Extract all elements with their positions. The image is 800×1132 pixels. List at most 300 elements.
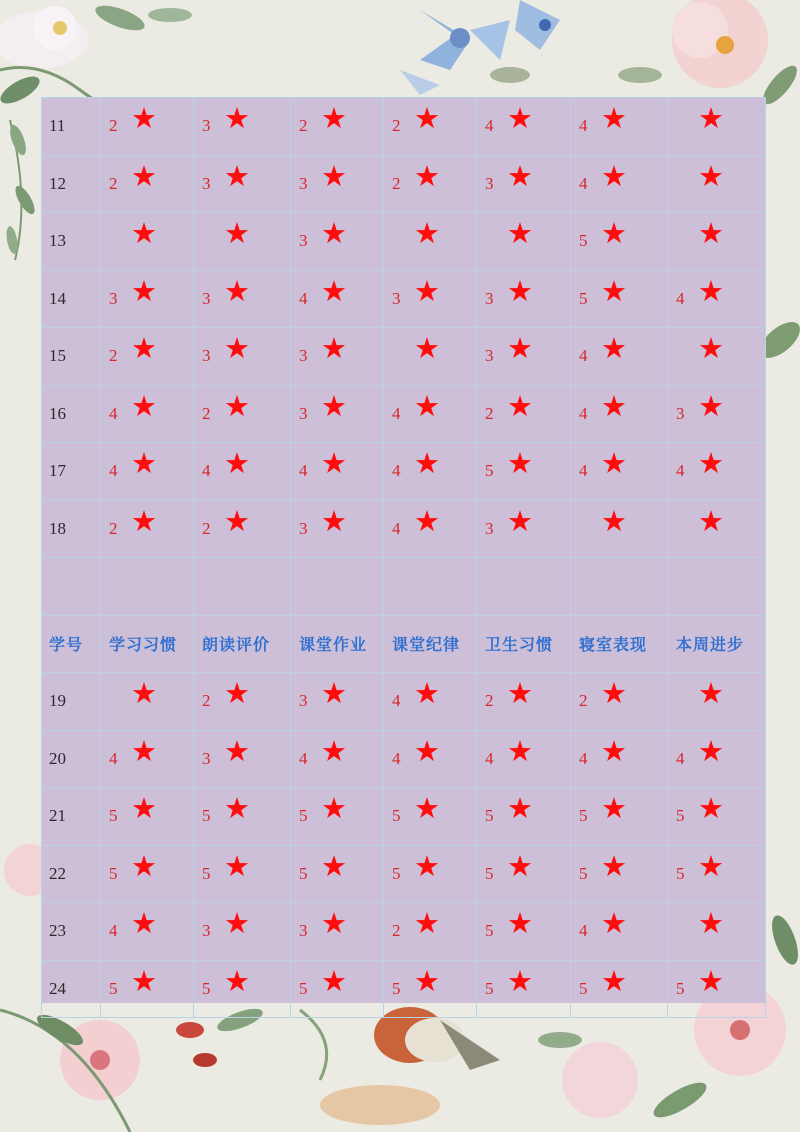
score-value: 5 (202, 863, 211, 883)
score-cell (291, 385, 384, 443)
star-icon: ★ (414, 331, 440, 365)
score-value: 4 (579, 173, 588, 193)
score-value: 5 (676, 806, 685, 825)
score-value: 5 (109, 863, 118, 883)
table-row (42, 155, 766, 213)
score-value: 5 (202, 806, 211, 825)
score-table (41, 97, 766, 1018)
star-icon: ★ (507, 503, 533, 538)
star-icon: ★ (414, 676, 440, 710)
star-icon: ★ (414, 273, 440, 308)
score-value: 4 (579, 748, 588, 768)
score-value: 5 (392, 806, 401, 825)
score-cell (668, 500, 766, 558)
table-row (42, 500, 766, 558)
score-value: 3 (109, 288, 118, 308)
star-icon: ★ (507, 216, 533, 250)
score-cell (291, 960, 384, 1018)
score-value: 2 (202, 403, 211, 423)
score-value: 3 (299, 518, 308, 538)
score-value: 4 (392, 691, 401, 710)
score-cell (668, 845, 766, 903)
score-cell (571, 788, 668, 846)
star-icon: ★ (321, 331, 347, 365)
star-icon: ★ (224, 158, 250, 193)
score-cell (291, 98, 384, 156)
score-value: 2 (109, 518, 118, 538)
score-cell (384, 98, 477, 156)
table-row (42, 845, 766, 903)
score-value: 4 (109, 461, 118, 480)
score-cell (101, 98, 194, 156)
score-cell (571, 960, 668, 1018)
header-student-id: 学号 (42, 615, 101, 673)
score-cell (384, 155, 477, 213)
star-icon: ★ (601, 331, 627, 365)
score-cell (291, 213, 384, 271)
star-icon: ★ (131, 791, 157, 825)
score-cell (384, 788, 477, 846)
score-cell (477, 213, 571, 271)
student-id: 20 (42, 730, 101, 788)
score-cell (194, 500, 291, 558)
score-cell (101, 903, 194, 961)
score-value: 3 (299, 231, 308, 250)
rows-19-24 (42, 673, 766, 1018)
score-cell (477, 443, 571, 501)
score-cell (384, 385, 477, 443)
star-icon: ★ (224, 791, 250, 825)
score-cell (668, 960, 766, 1018)
star-icon: ★ (321, 791, 347, 825)
score-cell (477, 903, 571, 961)
star-icon: ★ (414, 791, 440, 825)
star-icon: ★ (601, 848, 627, 883)
star-icon: ★ (224, 273, 250, 308)
score-cell (291, 673, 384, 731)
star-icon: ★ (131, 963, 157, 998)
star-icon: ★ (414, 848, 440, 883)
student-id: 13 (42, 213, 101, 271)
score-cell (668, 673, 766, 731)
star-icon: ★ (698, 791, 724, 825)
score-value: 2 (109, 116, 118, 135)
star-icon: ★ (224, 848, 250, 883)
score-cell (384, 270, 477, 328)
score-value: 5 (485, 461, 494, 480)
score-cell (571, 730, 668, 788)
score-cell (477, 960, 571, 1018)
star-icon: ★ (698, 331, 724, 365)
star-icon: ★ (601, 273, 627, 308)
star-icon: ★ (414, 101, 440, 135)
score-value: 4 (676, 461, 685, 480)
star-icon: ★ (321, 503, 347, 538)
score-value: 5 (579, 231, 588, 250)
blue-flowers-top (400, 0, 560, 95)
score-cell (384, 443, 477, 501)
score-value: 3 (202, 116, 211, 135)
star-icon: ★ (601, 101, 627, 135)
pink-flower-top-right (618, 0, 800, 109)
score-cell (194, 328, 291, 386)
score-value: 3 (299, 921, 308, 940)
star-icon: ★ (507, 388, 533, 423)
student-id: 16 (42, 385, 101, 443)
score-cell (571, 903, 668, 961)
score-cell (668, 328, 766, 386)
score-value: 3 (202, 346, 211, 365)
star-icon: ★ (321, 733, 347, 768)
star-icon: ★ (507, 791, 533, 825)
score-value: 5 (299, 806, 308, 825)
score-value: 4 (299, 748, 308, 768)
score-cell (668, 730, 766, 788)
rows-11-18 (42, 98, 766, 558)
score-value: 5 (579, 978, 588, 998)
star-icon: ★ (698, 273, 724, 308)
score-cell (384, 903, 477, 961)
star-icon: ★ (131, 446, 157, 480)
score-cell (668, 385, 766, 443)
star-icon: ★ (224, 963, 250, 998)
score-cell (384, 328, 477, 386)
score-value: 5 (676, 978, 685, 998)
score-value: 4 (392, 518, 401, 538)
score-value: 4 (299, 461, 308, 480)
star-icon: ★ (131, 101, 157, 135)
score-value: 2 (392, 116, 401, 135)
star-icon: ★ (224, 101, 250, 135)
star-icon: ★ (224, 388, 250, 423)
star-icon: ★ (414, 216, 440, 250)
header-row (42, 615, 766, 673)
score-value: 4 (109, 748, 118, 768)
score-cell (101, 960, 194, 1018)
score-cell (668, 443, 766, 501)
star-icon: ★ (224, 446, 250, 480)
star-icon: ★ (698, 388, 724, 423)
star-icon: ★ (224, 503, 250, 538)
star-icon: ★ (414, 906, 440, 940)
score-cell (194, 788, 291, 846)
star-icon: ★ (507, 676, 533, 710)
student-id: 24 (42, 960, 101, 1018)
table-row (42, 673, 766, 731)
star-icon: ★ (601, 733, 627, 768)
star-icon: ★ (224, 676, 250, 710)
star-icon: ★ (224, 906, 250, 940)
score-value: 5 (299, 978, 308, 998)
score-cell (291, 730, 384, 788)
student-id: 22 (42, 845, 101, 903)
leaf-branch-left (5, 120, 39, 260)
score-cell (101, 328, 194, 386)
star-icon: ★ (698, 848, 724, 883)
score-cell (101, 213, 194, 271)
blank-row (42, 558, 766, 616)
score-cell (477, 673, 571, 731)
table-row (42, 270, 766, 328)
score-cell (101, 385, 194, 443)
score-value: 3 (485, 288, 494, 308)
score-value: 2 (392, 921, 401, 940)
score-cell (668, 98, 766, 156)
score-value: 4 (392, 461, 401, 480)
star-icon: ★ (321, 963, 347, 998)
star-icon: ★ (131, 216, 157, 250)
score-cell (477, 500, 571, 558)
table-row (42, 98, 766, 156)
star-icon: ★ (507, 963, 533, 998)
score-value: 4 (299, 288, 308, 308)
score-cell (384, 213, 477, 271)
score-value: 5 (579, 288, 588, 308)
score-value: 3 (299, 346, 308, 365)
star-icon: ★ (698, 906, 724, 940)
score-value: 5 (392, 978, 401, 998)
score-cell (571, 845, 668, 903)
star-icon: ★ (131, 733, 157, 768)
star-icon: ★ (698, 676, 724, 710)
score-cell (384, 845, 477, 903)
score-cell (668, 903, 766, 961)
score-cell (571, 673, 668, 731)
score-value: 3 (299, 691, 308, 710)
star-icon: ★ (414, 963, 440, 998)
star-icon: ★ (414, 733, 440, 768)
score-cell (101, 788, 194, 846)
score-cell (477, 270, 571, 328)
score-cell (384, 673, 477, 731)
star-icon: ★ (601, 158, 627, 193)
score-cell (571, 443, 668, 501)
score-value: 5 (109, 978, 118, 998)
star-icon: ★ (507, 158, 533, 193)
score-cell (571, 155, 668, 213)
star-icon: ★ (131, 331, 157, 365)
score-value: 3 (299, 403, 308, 423)
score-cell (477, 385, 571, 443)
score-value: 3 (202, 173, 211, 193)
score-cell (291, 328, 384, 386)
score-sheet (41, 97, 765, 1003)
star-icon: ★ (131, 503, 157, 538)
score-cell (477, 328, 571, 386)
score-cell (477, 730, 571, 788)
star-icon: ★ (224, 216, 250, 250)
score-value: 4 (392, 748, 401, 768)
star-icon: ★ (698, 503, 724, 538)
score-value: 4 (109, 403, 118, 423)
score-cell (384, 500, 477, 558)
score-value: 5 (485, 921, 494, 940)
header-study-habits: 学习习惯 (101, 615, 194, 673)
star-icon: ★ (507, 733, 533, 768)
score-cell (571, 385, 668, 443)
score-cell (668, 270, 766, 328)
table-row (42, 788, 766, 846)
score-value: 3 (299, 173, 308, 193)
student-id: 18 (42, 500, 101, 558)
header-hygiene: 卫生习惯 (477, 615, 571, 673)
score-cell (291, 443, 384, 501)
score-value: 5 (202, 978, 211, 998)
star-icon: ★ (321, 676, 347, 710)
score-value: 4 (485, 748, 494, 768)
score-value: 4 (392, 403, 401, 423)
score-cell (194, 98, 291, 156)
score-value: 5 (485, 978, 494, 998)
star-icon: ★ (321, 906, 347, 940)
score-value: 4 (579, 346, 588, 365)
star-icon: ★ (224, 331, 250, 365)
table-row (42, 213, 766, 271)
score-cell (194, 385, 291, 443)
star-icon: ★ (601, 503, 627, 538)
star-icon: ★ (414, 388, 440, 423)
score-value: 5 (676, 863, 685, 883)
score-value: 5 (392, 863, 401, 883)
score-cell (477, 788, 571, 846)
student-id: 21 (42, 788, 101, 846)
score-cell (101, 845, 194, 903)
table-row (42, 328, 766, 386)
star-icon: ★ (131, 676, 157, 710)
score-cell (194, 845, 291, 903)
score-value: 4 (202, 461, 211, 480)
score-value: 5 (299, 863, 308, 883)
score-cell (101, 443, 194, 501)
star-icon: ★ (321, 848, 347, 883)
score-cell (194, 270, 291, 328)
star-icon: ★ (131, 158, 157, 193)
student-id: 14 (42, 270, 101, 328)
star-icon: ★ (321, 273, 347, 308)
score-value: 3 (392, 288, 401, 308)
score-value: 4 (579, 116, 588, 135)
star-icon: ★ (698, 101, 724, 135)
score-value: 2 (299, 116, 308, 135)
score-cell (101, 673, 194, 731)
score-cell (668, 788, 766, 846)
star-icon: ★ (601, 963, 627, 998)
score-value: 5 (109, 806, 118, 825)
score-cell (291, 155, 384, 213)
score-value: 3 (485, 518, 494, 538)
score-value: 3 (202, 748, 211, 768)
score-value: 2 (485, 691, 494, 710)
score-cell (571, 270, 668, 328)
score-cell (477, 845, 571, 903)
table-row (42, 443, 766, 501)
bird-decoration (300, 1007, 500, 1125)
score-cell (194, 673, 291, 731)
student-id: 11 (42, 98, 101, 156)
star-icon: ★ (698, 158, 724, 193)
star-icon: ★ (321, 158, 347, 193)
header-classwork: 课堂作业 (291, 615, 384, 673)
score-value: 2 (485, 403, 494, 423)
header-dorm: 寝室表现 (571, 615, 668, 673)
score-cell (194, 730, 291, 788)
star-icon: ★ (698, 446, 724, 480)
score-cell (194, 155, 291, 213)
score-cell (194, 213, 291, 271)
score-value: 3 (485, 346, 494, 365)
score-value: 4 (579, 403, 588, 423)
score-cell (291, 845, 384, 903)
score-cell (571, 328, 668, 386)
score-cell (571, 213, 668, 271)
score-cell (101, 730, 194, 788)
score-cell (571, 500, 668, 558)
score-value: 2 (202, 691, 211, 710)
score-value: 4 (676, 288, 685, 308)
student-id: 12 (42, 155, 101, 213)
score-cell (571, 98, 668, 156)
score-value: 2 (109, 346, 118, 365)
student-id: 15 (42, 328, 101, 386)
star-icon: ★ (321, 446, 347, 480)
star-icon: ★ (698, 733, 724, 768)
star-icon: ★ (507, 331, 533, 365)
star-icon: ★ (601, 216, 627, 250)
score-value: 3 (202, 921, 211, 940)
blank-row-group (42, 558, 766, 673)
score-value: 4 (485, 116, 494, 135)
score-cell (101, 155, 194, 213)
student-id: 23 (42, 903, 101, 961)
star-icon: ★ (507, 848, 533, 883)
score-value: 3 (676, 403, 685, 423)
score-cell (291, 500, 384, 558)
score-value: 4 (579, 921, 588, 940)
star-icon: ★ (507, 273, 533, 308)
student-id: 19 (42, 673, 101, 731)
score-value: 2 (202, 518, 211, 538)
star-icon: ★ (131, 388, 157, 423)
score-value: 2 (579, 691, 588, 710)
score-cell (477, 98, 571, 156)
table-row (42, 730, 766, 788)
table-row (42, 385, 766, 443)
star-icon: ★ (321, 101, 347, 135)
header-discipline: 课堂纪律 (384, 615, 477, 673)
score-cell (291, 788, 384, 846)
header-reading: 朗读评价 (194, 615, 291, 673)
star-icon: ★ (698, 216, 724, 250)
score-cell (384, 730, 477, 788)
score-value: 2 (392, 173, 401, 193)
star-icon: ★ (414, 158, 440, 193)
star-icon: ★ (601, 388, 627, 423)
star-icon: ★ (414, 446, 440, 480)
score-cell (194, 443, 291, 501)
score-cell (384, 960, 477, 1018)
score-cell (101, 270, 194, 328)
score-cell (194, 903, 291, 961)
star-icon: ★ (698, 963, 724, 998)
star-icon: ★ (224, 733, 250, 768)
star-icon: ★ (601, 791, 627, 825)
score-value: 2 (109, 173, 118, 193)
star-icon: ★ (601, 446, 627, 480)
star-icon: ★ (601, 906, 627, 940)
star-icon: ★ (414, 503, 440, 538)
star-icon: ★ (321, 216, 347, 250)
star-icon: ★ (131, 848, 157, 883)
